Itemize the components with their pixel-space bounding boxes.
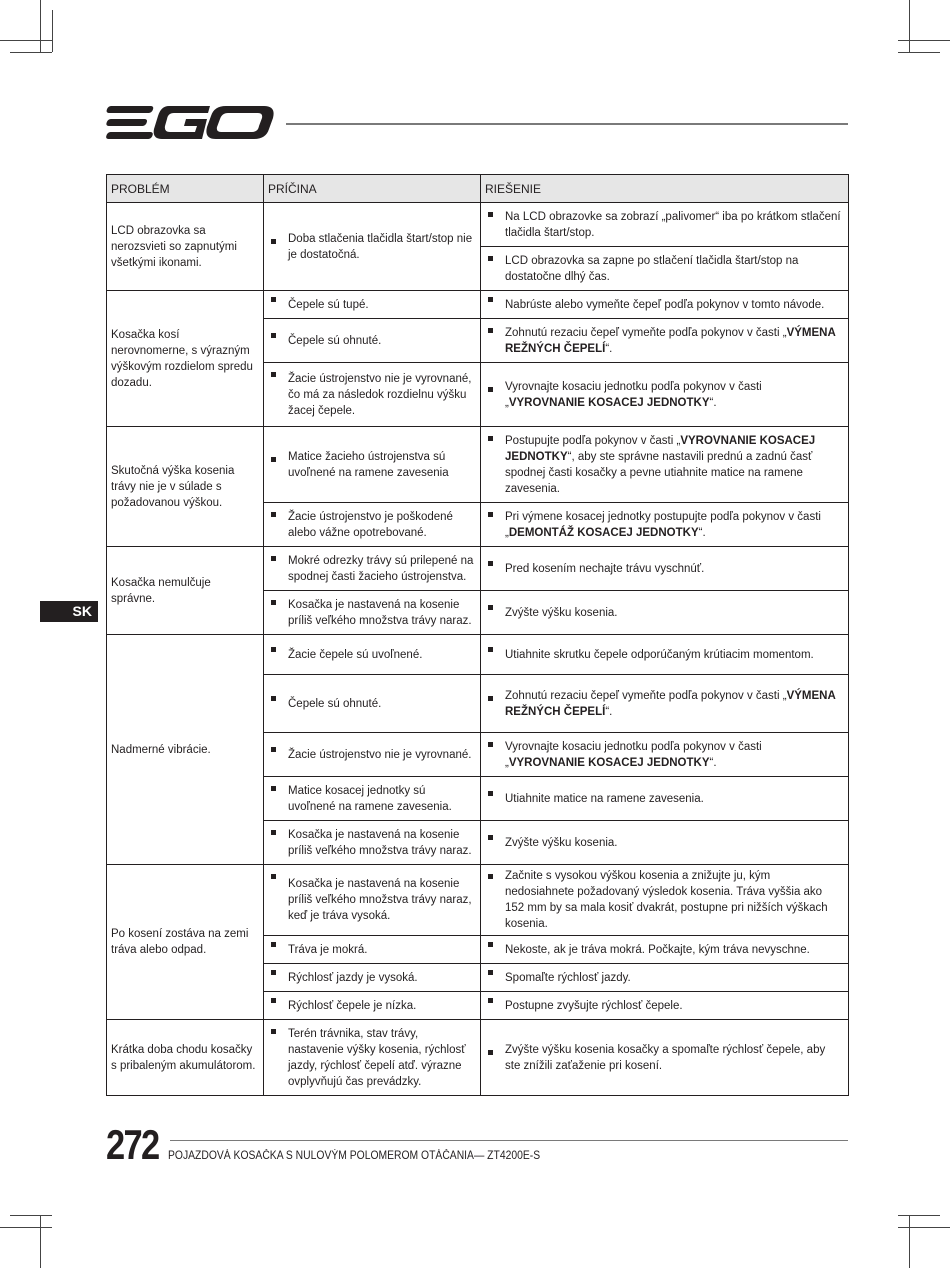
cause-cell: Matice žacieho ústrojenstva sú uvoľnené na ramene zavesenia — [264, 427, 481, 503]
problem-cell: Po kosení zostáva na zemi tráva alebo odpad. — [107, 865, 264, 1020]
table-row — [107, 291, 849, 319]
logo-e-bottom-bar — [106, 132, 154, 139]
crop-mark — [898, 1227, 950, 1228]
cause-cell: Kosačka je nastavená na kosenie príliš veľkého množstva trávy naraz. — [264, 821, 481, 865]
solution-cell: Zohnutú rezaciu čepeľ vymeňte podľa pokynov v časti „VÝMENA REŽNÝCH ČEPELÍ“. — [481, 319, 849, 363]
solution-cell: Pri výmene kosacej jednotky postupujte podľa pokynov v časti „DEMONTÁŽ KOSACEJ JEDNOTKY“. — [481, 503, 849, 547]
footer-title: POJAZDOVÁ KOSAČKA S NULOVÝM POLOMEROM OTÁČANIA— ZT4200E-S — [168, 1150, 541, 1162]
solution-cell: LCD obrazovka sa zapne po stlačení tlačidla štart/stop na dostatočne dlhý čas. — [481, 247, 849, 291]
table-row — [107, 865, 849, 936]
troubleshooting-table — [106, 174, 849, 1096]
solution-cell: Zohnutú rezaciu čepeľ vymeňte podľa pokynov v časti „VÝMENA REŽNÝCH ČEPELÍ“. — [481, 675, 849, 733]
language-tab: SK — [40, 601, 98, 622]
cause-cell: Doba stlačenia tlačidla štart/stop nie je dostatočná. — [264, 203, 481, 291]
solution-cell: Zvýšte výšku kosenia kosačky a spomaľte rýchlosť čepele, aby ste znížili zaťaženie pri kosení. — [481, 1020, 849, 1096]
cause-cell: Čepele sú ohnuté. — [264, 319, 481, 363]
logo-g — [154, 106, 210, 139]
table-row — [107, 1020, 849, 1096]
header-problem: PROBLÉM — [107, 175, 264, 203]
cause-cell: Rýchlosť čepele je nízka. — [264, 992, 481, 1020]
cause-cell: Žacie ústrojenstvo je poškodené alebo vážne opotrebované. — [264, 503, 481, 547]
solution-cell: Na LCD obrazovke sa zobrazí „palivomer“ iba po krátkom stlačení tlačidla štart/stop. — [481, 203, 849, 247]
table-row — [107, 635, 849, 675]
problem-cell: Krátka doba chodu kosačky s pribaleným akumulátorom. — [107, 1020, 264, 1096]
cause-cell: Rýchlosť jazdy je vysoká. — [264, 964, 481, 992]
logo-o — [206, 106, 273, 139]
problem-cell: Kosačka kosí nerovnomerne, s výrazným výškovým rozdielom spredu dozadu. — [107, 291, 264, 427]
solution-cell: Utiahnite skrutku čepele odporúčaným krútiacim momentom. — [481, 635, 849, 675]
solution-cell: Zvýšte výšku kosenia. — [481, 821, 849, 865]
cause-cell: Žacie ústrojenstvo nie je vyrovnané, čo má za následok rozdielnu výšku žacej čepele. — [264, 363, 481, 427]
page-number: 272 — [106, 1121, 159, 1168]
crop-mark — [10, 52, 52, 53]
crop-mark — [0, 40, 52, 41]
header-solution: RIEŠENIE — [481, 175, 849, 203]
solution-cell: Postupne zvyšujte rýchlosť čepele. — [481, 992, 849, 1020]
cause-cell: Mokré odrezky trávy sú prilepené na spodnej časti žacieho ústrojenstva. — [264, 547, 481, 591]
table-row — [107, 203, 849, 247]
cause-cell: Žacie ústrojenstvo nie je vyrovnané. — [264, 733, 481, 777]
crop-mark — [898, 1215, 940, 1216]
problem-cell: LCD obrazovka sa nerozsvieti so zapnutými všetkými ikonami. — [107, 203, 264, 291]
table-row — [107, 547, 849, 591]
crop-mark — [909, 1216, 910, 1268]
cause-cell: Žacie čepele sú uvoľnené. — [264, 635, 481, 675]
ego-logo — [106, 100, 278, 146]
crop-mark — [40, 0, 41, 52]
crop-mark — [898, 52, 940, 53]
solution-cell: Utiahnite matice na ramene zavesenia. — [481, 777, 849, 821]
crop-mark — [898, 40, 950, 41]
solution-cell: Vyrovnajte kosaciu jednotku podľa pokynov v časti „VYROVNANIE KOSACEJ JEDNOTKY“. — [481, 363, 849, 427]
cause-cell: Kosačka je nastavená na kosenie príliš veľkého množstva trávy naraz, keď je tráva vysoká. — [264, 865, 481, 936]
solution-cell: Spomaľte rýchlosť jazdy. — [481, 964, 849, 992]
header-cause: PRÍČINA — [264, 175, 481, 203]
solution-cell: Zvýšte výšku kosenia. — [481, 591, 849, 635]
cause-cell: Čepele sú ohnuté. — [264, 675, 481, 733]
problem-cell: Skutočná výška kosenia trávy nie je v súlade s požadovanou výškou. — [107, 427, 264, 547]
solution-cell: Začnite s vysokou výškou kosenia a znižujte ju, kým nedosiahnete požadovaný výsledok kosenia. Tráva vyššia ako 152 mm by sa mala kosiť dvakrát, postupne pri nižších výškach kosenia. — [481, 865, 849, 936]
cause-cell: Čepele sú tupé. — [264, 291, 481, 319]
crop-mark — [909, 0, 910, 52]
solution-cell: Nabrúste alebo vymeňte čepeľ podľa pokynov v tomto návode. — [481, 291, 849, 319]
cause-cell: Terén trávnika, stav trávy, nastavenie výšky kosenia, rýchlosť jazdy, rýchlosť čepelí atď. výrazne ovplyvňujú čas prevádzky. — [264, 1020, 481, 1096]
logo-e-mid-bar — [106, 119, 148, 126]
header-rule — [286, 123, 848, 125]
solution-cell: Pred kosením nechajte trávu vyschnúť. — [481, 547, 849, 591]
cause-cell: Kosačka je nastavená na kosenie príliš veľkého množstva trávy naraz. — [264, 591, 481, 635]
problem-cell: Kosačka nemulčuje správne. — [107, 547, 264, 635]
crop-mark — [52, 10, 53, 52]
solution-cell: Postupujte podľa pokynov v časti „VYROVNANIE KOSACEJ JEDNOTKY“, aby ste správne nastavili prednú a zadnú časť spodnej časti kosačky a pevne utiahnite matice na ramene zavesenia. — [481, 427, 849, 503]
problem-cell: Nadmerné vibrácie. — [107, 635, 264, 865]
crop-mark — [10, 1215, 52, 1216]
cause-cell: Tráva je mokrá. — [264, 936, 481, 964]
solution-cell: Nekoste, ak je tráva mokrá. Počkajte, kým tráva nevyschne. — [481, 936, 849, 964]
solution-cell: Vyrovnajte kosaciu jednotku podľa pokynov v časti „VYROVNANIE KOSACEJ JEDNOTKY“. — [481, 733, 849, 777]
crop-mark — [0, 1227, 52, 1228]
footer-rule — [170, 1140, 848, 1141]
cause-cell: Matice kosacej jednotky sú uvoľnené na ramene zavesenia. — [264, 777, 481, 821]
table-header-row — [107, 175, 849, 203]
logo-e-top-bar — [106, 106, 154, 113]
table-row — [107, 427, 849, 503]
crop-mark — [40, 1216, 41, 1268]
